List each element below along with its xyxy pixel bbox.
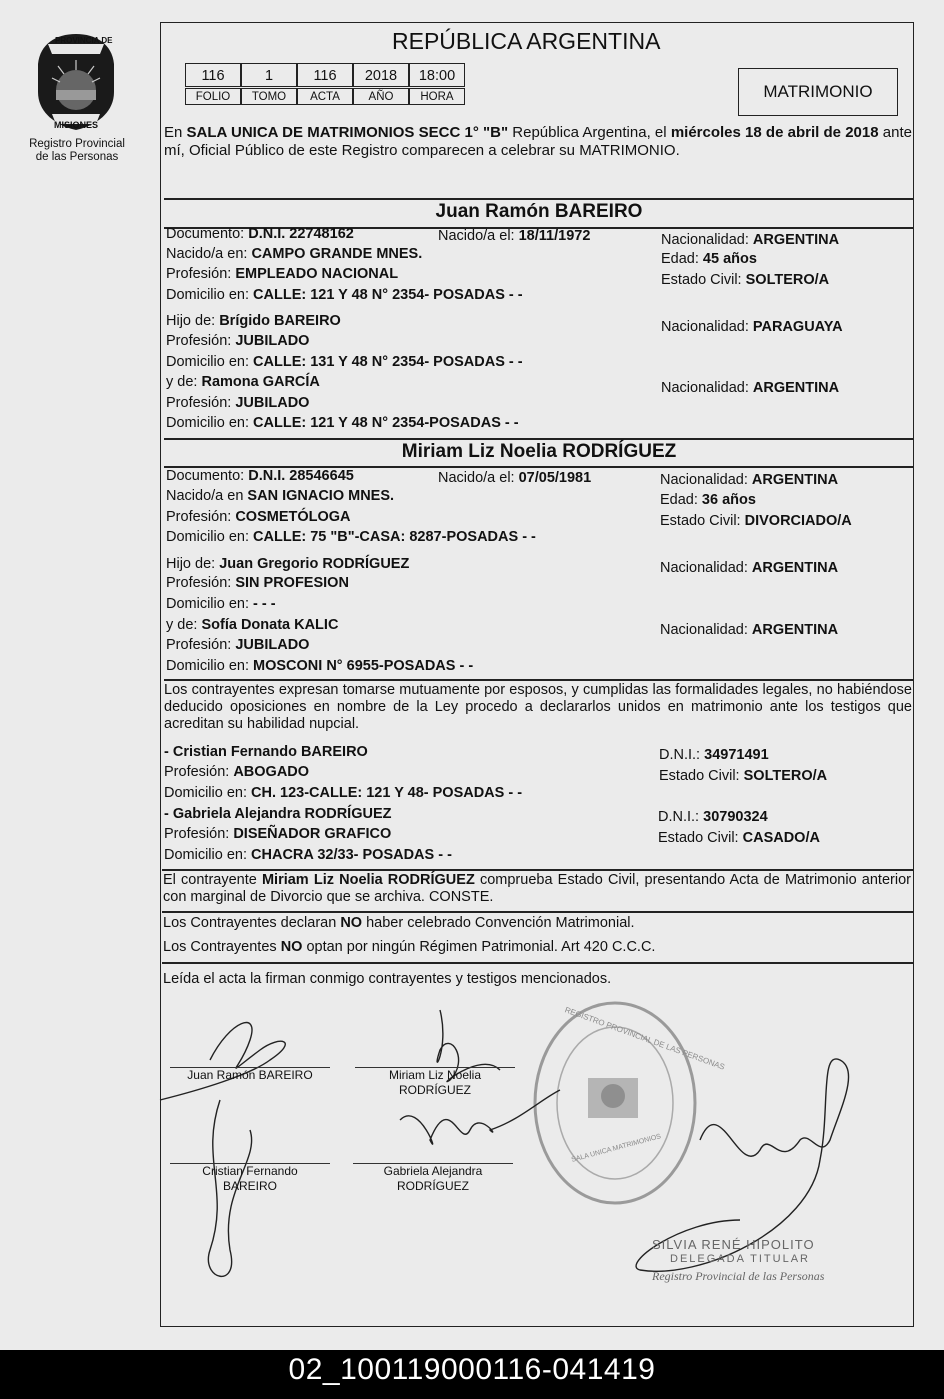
anio-label: AÑO (353, 88, 409, 105)
intro-paragraph (164, 124, 912, 159)
spouse2-father-nationality: Nacionalidad: ARGENTINA (660, 560, 839, 576)
acta-label: ACTA (297, 88, 353, 105)
document-code-band: 02_100119000116-041419 (0, 1350, 944, 1399)
signature-caption-witness1-line2: BAREIRO (222, 1179, 277, 1193)
spouse2-mother-profession: Profesión: JUBILADO (166, 637, 310, 653)
witness2-dni: D.N.I.: 30790324 (658, 809, 768, 825)
official-org: Registro Provincial de las Personas (652, 1269, 825, 1283)
seal-text-top: PROVINCIA DE (55, 36, 113, 45)
signature-caption-spouse2-line1: Miriam Liz Noelia (388, 1068, 482, 1082)
signature-caption-witness2-line1: Gabriela Alejandra (383, 1164, 483, 1178)
witness2-profession: Profesión: DISEÑADOR GRAFICO (164, 826, 392, 842)
spouse2-birthplace: Nacido/a en SAN IGNACIO MNES. (166, 488, 395, 504)
divider (164, 198, 914, 200)
seal-text-bottom: MISIONES (54, 120, 99, 130)
intro-date: miércoles 18 de abril de 2018 (670, 124, 879, 141)
spouse1-father-nationality: Nacionalidad: PARAGUAYA (661, 319, 843, 335)
spouse2-age: Edad: 36 años (660, 492, 756, 508)
divider (162, 962, 914, 964)
note-text-1: El contrayente (163, 872, 262, 888)
divider (164, 679, 914, 681)
acta-value: 116 (297, 63, 353, 87)
witness1-address: Domicilio en: CH. 123-CALLE: 121 Y 48- POSADAS - - (164, 785, 523, 801)
spouse2-name: Miriam Liz Noelia RODRÍGUEZ (401, 441, 677, 462)
spouse2-address: Domicilio en: CALLE: 75 "B"-CASA: 8287-POSADAS - - (166, 529, 536, 545)
folio-value: 116 (185, 63, 241, 87)
country-title: REPÚBLICA ARGENTINA (392, 28, 661, 54)
spouse1-father-address: Domicilio en: CALLE: 131 Y 48 N° 2354- POSADAS - - (166, 354, 523, 370)
note-paragraph (163, 872, 911, 906)
note-text-2: comprueba Estado Civil, presentando Acta de Matrimonio anterior con marginal de Divorcio que se archiva. CONSTE. (163, 872, 911, 905)
spouse2-father-address: Domicilio en: - - - (166, 596, 276, 612)
intro-text-3: ante mí, Oficial Público de este Registro comparecen a celebrar su MATRIMONIO. (164, 124, 912, 159)
signature-caption-spouse1: Juan Ramón BAREIRO (187, 1068, 313, 1082)
divider (162, 869, 914, 871)
witness1-profession: Profesión: ABOGADO (164, 764, 310, 780)
folio-label: FOLIO (185, 88, 241, 105)
spouse1-profession: Profesión: EMPLEADO NACIONAL (166, 266, 399, 282)
spouse1-father: Hijo de: Brígido BAREIRO (166, 313, 341, 329)
intro-text-1: En (164, 124, 187, 141)
spouse1-birthplace: Nacido/a en: CAMPO GRANDE MNES. (166, 246, 423, 262)
spouse1-mother-profession: Profesión: JUBILADO (166, 395, 310, 411)
spouse2-father-profession: Profesión: SIN PROFESION (166, 575, 349, 591)
witness2-name: - Gabriela Alejandra RODRÍGUEZ (164, 806, 392, 822)
witness1-civil-status: Estado Civil: SOLTERO/A (659, 768, 828, 784)
hora-label: HORA (409, 88, 465, 105)
spouse1-mother-nationality: Nacionalidad: ARGENTINA (661, 380, 840, 396)
anio-value: 2018 (353, 63, 409, 87)
convention-line-2: Los Contrayentes NO optan por ningún Régimen Patrimonial. Art 420 C.C.C. (163, 939, 656, 955)
official-title: DELEGADA TITULAR (670, 1253, 810, 1265)
witness1-dni: D.N.I.: 34971491 (659, 747, 769, 763)
spouse2-mother: y de: Sofía Donata KALIC (166, 617, 339, 633)
spouse2-doc: Documento: D.N.I. 28546645 (166, 468, 354, 484)
registry-name-line2: de las Personas (35, 151, 119, 163)
spouse1-address: Domicilio en: CALLE: 121 Y 48 N° 2354- POSADAS - - (166, 287, 523, 303)
convention-line-1: Los Contrayentes declaran NO haber celebrado Convención Matrimonial. (163, 915, 635, 931)
witness2-civil-status: Estado Civil: CASADO/A (658, 830, 820, 846)
spouse1-doc: Documento: D.N.I. 22748162 (166, 226, 354, 242)
signature-caption-spouse2-line2: RODRÍGUEZ (399, 1083, 471, 1097)
spouse1-age: Edad: 45 años (661, 251, 757, 267)
tomo-value: 1 (241, 63, 297, 87)
divider (164, 438, 914, 440)
registry-name-line1: Registro Provincial (29, 138, 125, 150)
witness1-name: - Cristian Fernando BAREIRO (164, 744, 368, 760)
spouse1-born: Nacido/a el: 18/11/1972 (438, 228, 591, 244)
spouse2-father: Hijo de: Juan Gregorio RODRÍGUEZ (166, 556, 410, 572)
signatures-intro: Leída el acta la firman conmigo contrayentes y testigos mencionados. (163, 971, 612, 987)
hora-value: 18:00 (409, 63, 465, 87)
stamp-inner-text: SALA UNICA MATRIMONIOS (570, 1133, 662, 1164)
spouse2-profession: Profesión: COSMETÓLOGA (166, 509, 351, 525)
doc-type-box: MATRIMONIO (738, 68, 898, 116)
divider (162, 911, 914, 913)
spouse2-civil-status: Estado Civil: DIVORCIADO/A (660, 513, 852, 529)
spouse1-mother: y de: Ramona GARCÍA (166, 374, 320, 390)
spouse2-mother-nationality: Nacionalidad: ARGENTINA (660, 622, 839, 638)
spouse2-mother-address: Domicilio en: MOSCONI N° 6955-POSADAS - - (166, 658, 474, 674)
spouse1-nationality: Nacionalidad: ARGENTINA (661, 232, 840, 248)
stamp-text: REGISTRO PROVINCIAL DE LAS PERSONAS (563, 1005, 726, 1072)
signature-caption-witness1-line1: Cristian Fernando (202, 1164, 298, 1178)
spouse2-nationality: Nacionalidad: ARGENTINA (660, 472, 839, 488)
spouse1-name: Juan Ramón BAREIRO (435, 201, 643, 222)
signature-caption-witness2-line2: RODRÍGUEZ (397, 1179, 469, 1193)
record-table (185, 63, 465, 111)
note-name: Miriam Liz Noelia RODRÍGUEZ (261, 872, 475, 888)
spouse1-mother-address: Domicilio en: CALLE: 121 Y 48 N° 2354-POSADAS - - (166, 415, 519, 431)
spouse1-civil-status: Estado Civil: SOLTERO/A (661, 272, 830, 288)
tomo-label: TOMO (241, 88, 297, 105)
intro-office: SALA UNICA DE MATRIMONIOS SECC 1° "B" (186, 124, 509, 141)
intro-text-2: República Argentina, el (508, 124, 671, 141)
official-name: SILVIA RENÉ HIPOLITO (652, 1237, 815, 1252)
witness2-address: Domicilio en: CHACRA 32/33- POSADAS - - (164, 847, 452, 863)
declaration-paragraph: Los contrayentes expresan tomarse mutuamente por esposos, y cumplidas las formalidades legales, no habiéndose deducido oposiciones en nombre de la Ley procedo a declararlos unidos en matrimonio ante los testigos que acreditan su habilidad nupcial. (164, 682, 912, 732)
spouse2-born: Nacido/a el: 07/05/1981 (438, 470, 592, 486)
spouse1-father-profession: Profesión: JUBILADO (166, 333, 310, 349)
